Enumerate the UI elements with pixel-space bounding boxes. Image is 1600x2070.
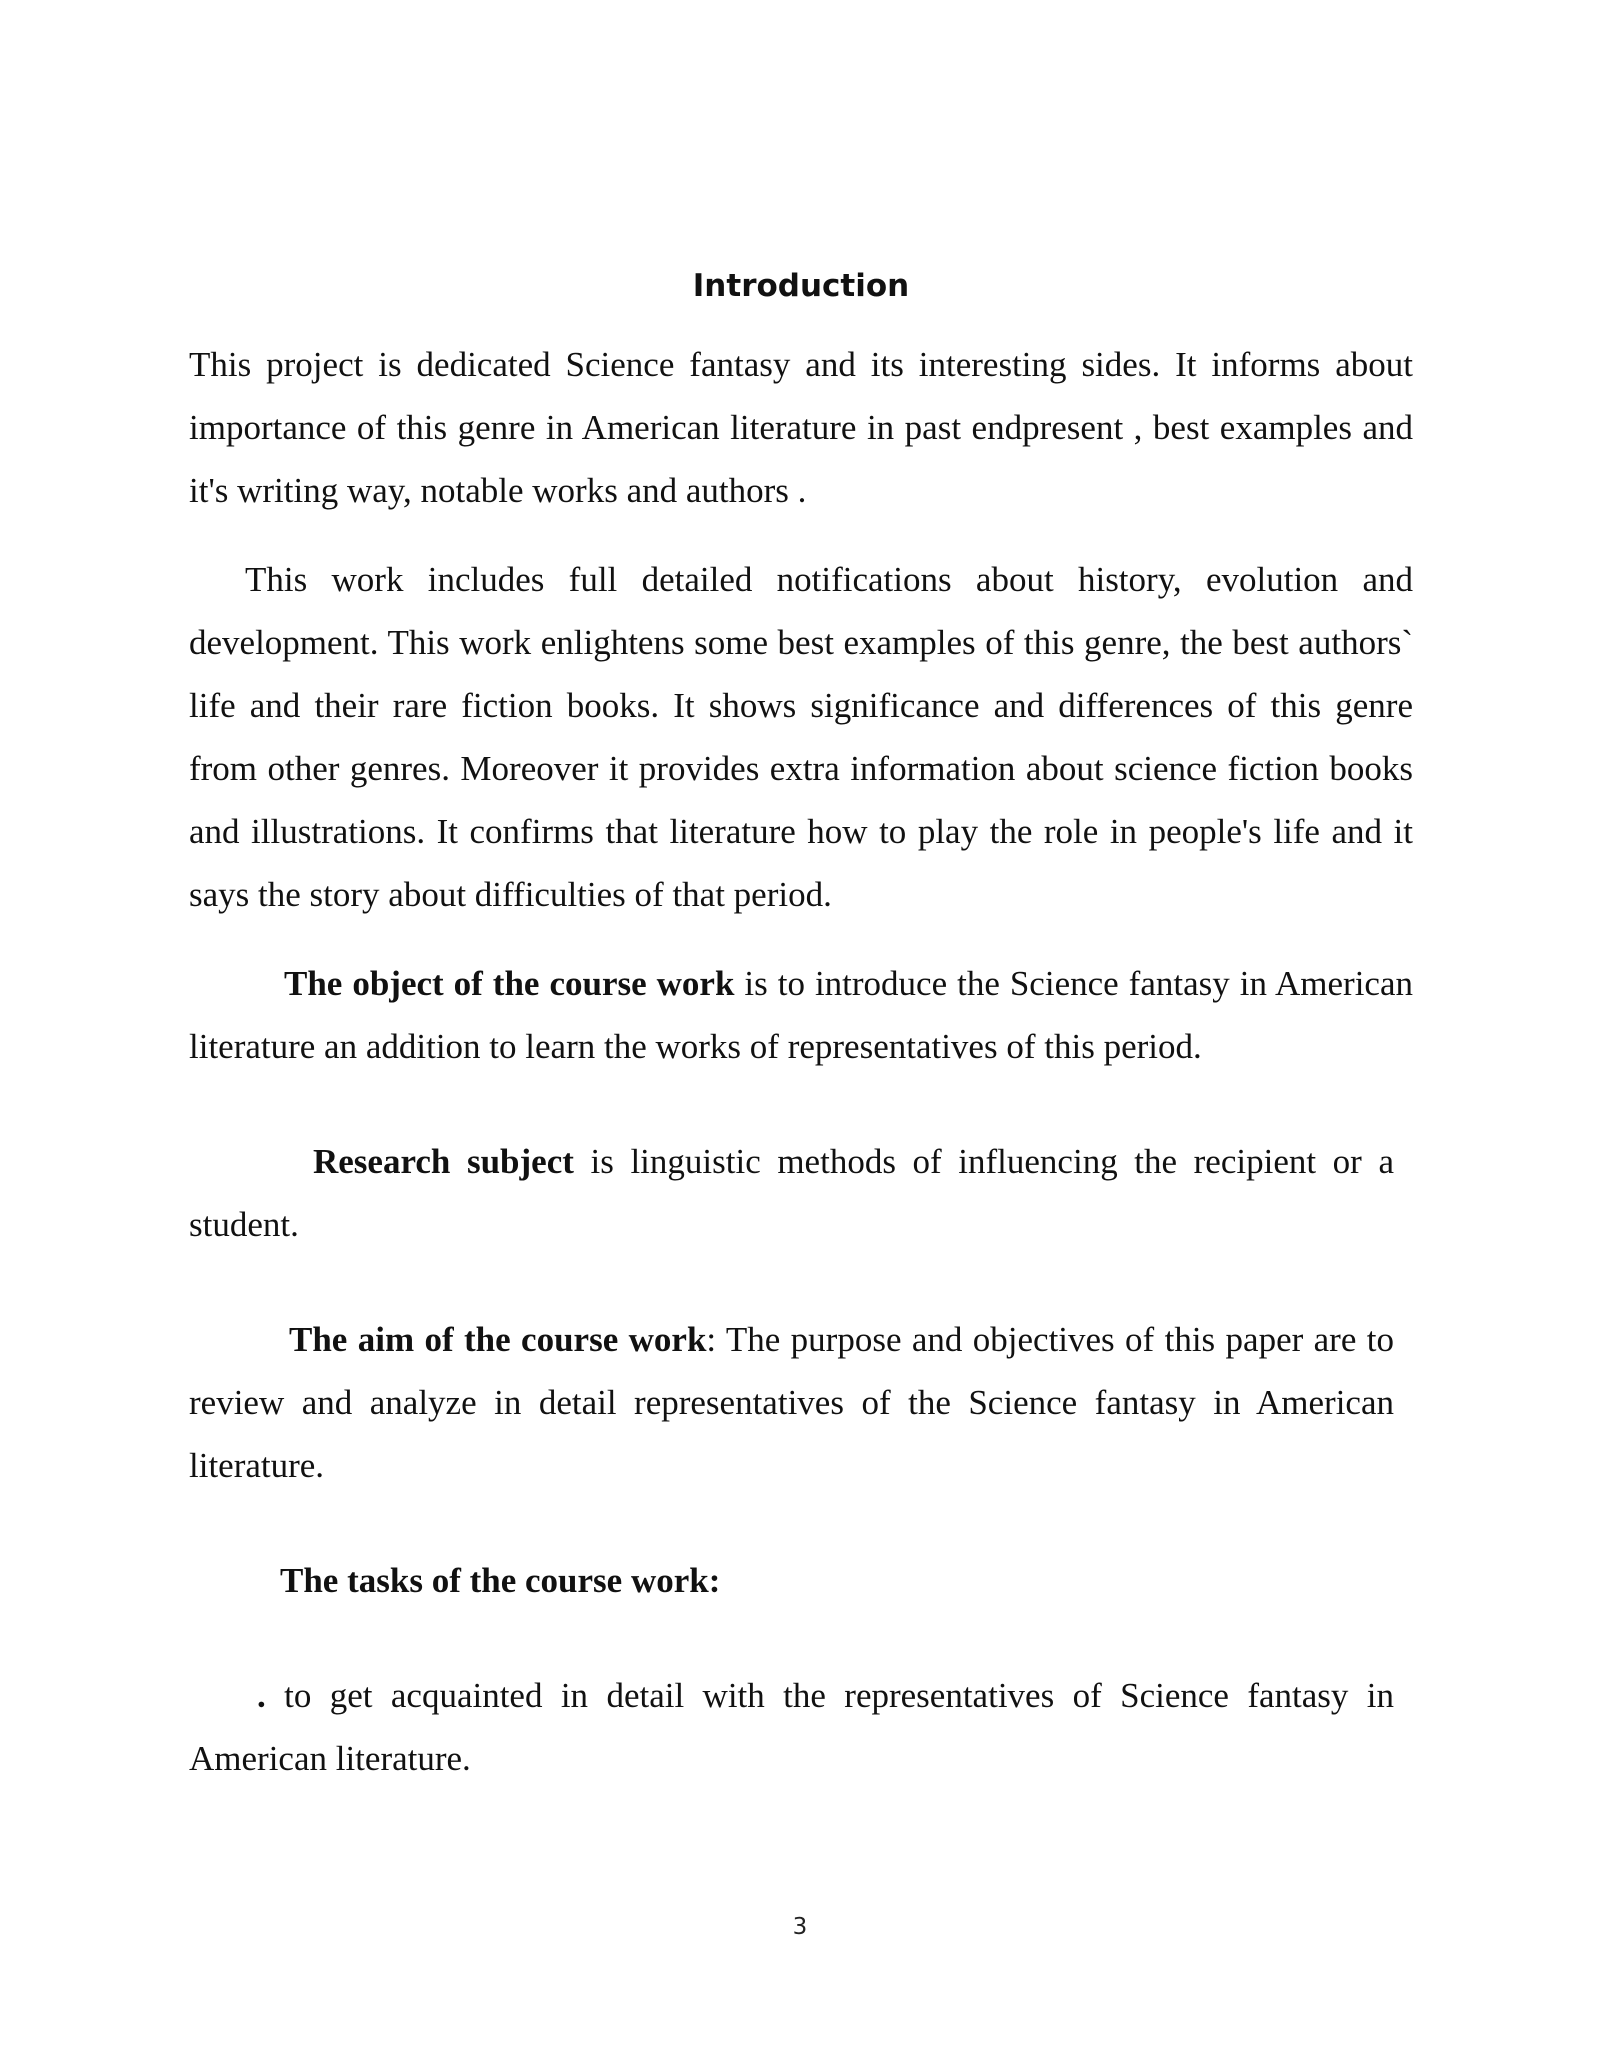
paragraph-tasks-heading [189,1549,1413,1612]
object-heading: The object of the course work [284,964,735,1004]
research-subject-text: is linguistic methods of influencing the recipient or a student. [189,1142,1394,1245]
task-item-text: to get acquainted in detail with the representatives of Science fantasy in American literature. [189,1676,1394,1779]
task-bullet: . [257,1676,266,1716]
object-text: is to introduce the Science fantasy in American literature an addition to learn the works of representatives of this period. [189,964,1413,1067]
page-content [189,268,1413,1790]
paragraph-research-subject [189,1130,1394,1256]
page-number: 3 [792,1914,808,1940]
paragraph-object [189,952,1413,1078]
research-subject-heading: Research subject [313,1142,574,1182]
aim-text: : The purpose and objectives of this paper are to review and analyze in detail representatives of the Science fantasy in American literature. [189,1320,1394,1486]
task-item [189,1664,1394,1790]
paragraph-intro: This project is dedicated Science fantasy and its interesting sides. It informs about importance of this genre in American literature in past endpresent , best examples and it's writing way, notable works and authors . [189,345,1413,511]
page-title: Introduction [692,268,910,304]
paragraph-work-description: This work includes full detailed notifications about history, evolution and development. This work enlightens some best examples of this genre, the best authors` life and their rare fiction books. It shows significance and differences of this genre from other genres. Moreover it provides extra information about science fiction books and illustrations. It confirms that literature how to play the role in people's life and it says the story about difficulties of that period. [189,560,1413,915]
paragraph-aim [189,1308,1394,1497]
tasks-heading: The tasks of the course work: [280,1561,721,1601]
aim-heading: The aim of the course work [289,1320,707,1360]
